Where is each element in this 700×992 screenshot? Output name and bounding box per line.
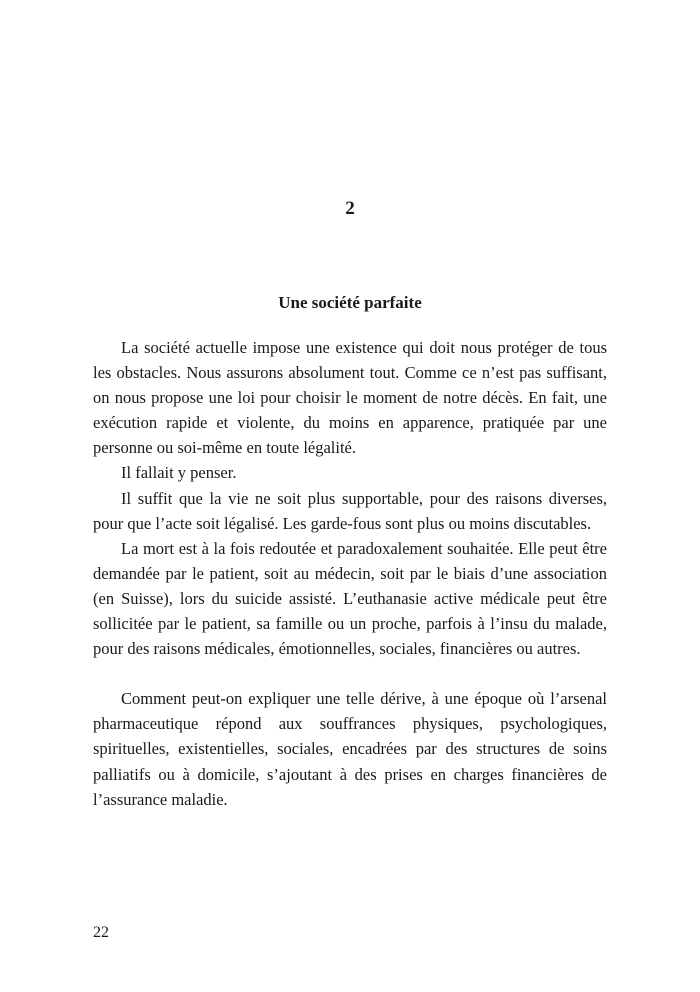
paragraph: La société actuelle impose une existence qui doit nous protéger de tous les obstacles. Nous assurons absolument tout. Comme ce n’est pas suffisant, on nous propose une loi pour choisir le moment de notre décès. En fait, une exécution rapide et violente, du moins en apparence, pratiquée par une personne ou soi-même en toute légalité. [93,338,607,458]
chapter-title: Une société parfaite [278,293,422,312]
chapter-number: 2 [345,198,355,219]
paragraph: Il fallait y penser. [121,463,237,483]
body-text [93,335,607,812]
paragraph: La mort est à la fois redoutée et paradoxalement souhaitée. Elle peut être demandée par le patient, soit au médecin, soit par le biais d’une association (en Suisse), lors du suicide assisté. L’euthanasie active médicale peut être sollicitée par le patient, sa famille ou un proche, parfois à l’insu du malade, pour des raisons médicales, émotionnelles, sociales, financières ou autres. [93,538,607,659]
paragraph: Il suffit que la vie ne soit plus supportable, pour des raisons diverses, pour que l’acte soit légalisé. Les garde-fous sont plus ou moins discutables. [93,488,607,533]
text-block [93,0,607,812]
page-number: 22 [93,924,109,941]
paragraph: Comment peut-on expliquer une telle dérive, à une époque où l’arsenal pharmaceutique répond aux souffrances physiques, psychologiques, spirituelles, existentielles, sociales, encadrées par des structures de soins palliatifs ou à domicile, s’ajoutant à des prises en charges financières de l’assurance maladie. [93,689,607,809]
